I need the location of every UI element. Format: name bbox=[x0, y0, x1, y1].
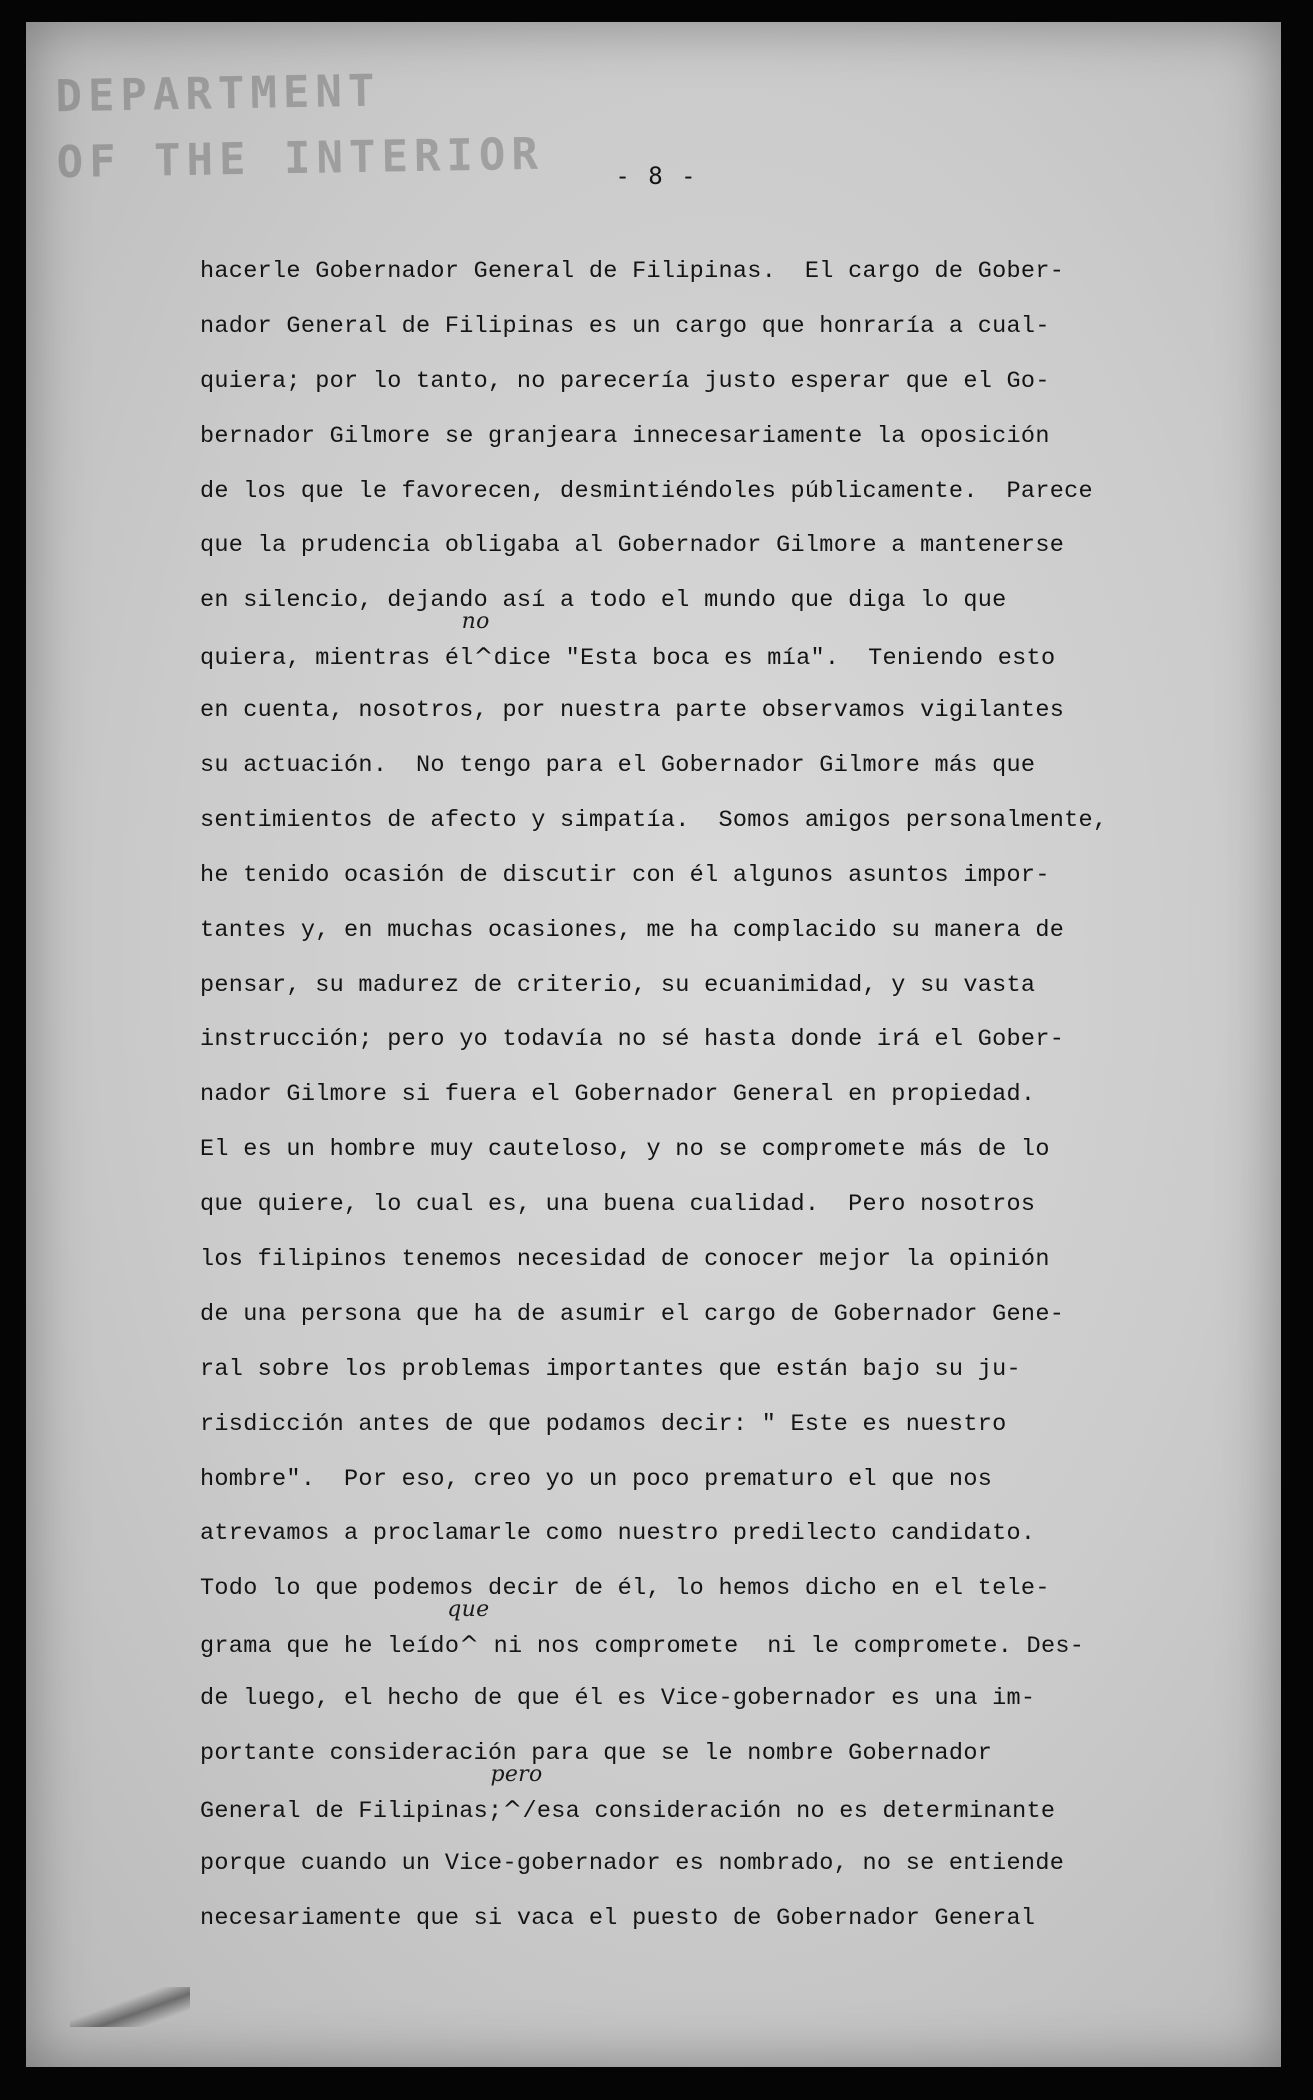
text-line: portante consideración para que se le nombre Gobernador bbox=[200, 1740, 993, 1768]
insertion-caret-icon: ^ bbox=[502, 1794, 523, 1823]
text-line: pensar, su madurez de criterio, su ecuanimidad, y su vasta bbox=[200, 971, 1036, 999]
text-line bbox=[200, 1761, 1200, 1837]
text-line: hombre". Por eso, creo yo un poco prematuro el que nos bbox=[200, 1465, 993, 1493]
text-line: sentimientos de afecto y simpatía. Somos amigos personalmente, bbox=[200, 806, 1108, 834]
paper-fold-shadow bbox=[70, 1987, 190, 2027]
text-line: porque cuando un Vice-gobernador es nombrado, no se entiende bbox=[200, 1849, 1065, 1877]
text-segment: grama que he leído bbox=[200, 1633, 460, 1661]
text-segment: ni nos compromete ni le compromete. Des- bbox=[479, 1633, 1085, 1661]
text-line: su actuación. No tengo para el Gobernador Gilmore más que bbox=[200, 752, 1036, 780]
stamp-line-2: OF THE INTERIOR bbox=[56, 128, 545, 189]
text-line: Todo lo que podemos decir de él, lo hemos dicho en el tele- bbox=[200, 1575, 1050, 1603]
text-line: he tenido ocasión de discutir con él algunos asuntos impor- bbox=[200, 861, 1050, 889]
insertion-word: que bbox=[447, 1597, 490, 1623]
insertion-caret-icon: ^ bbox=[459, 1630, 480, 1659]
text-line: en silencio, dejando así a todo el mundo que diga lo que bbox=[200, 587, 1007, 615]
text-segment: General de Filipinas; bbox=[200, 1797, 503, 1825]
text-line: nador General de Filipinas es un cargo que honraría a cual- bbox=[200, 312, 1050, 340]
text-line: necesariamente que si vaca el puesto de Gobernador General bbox=[200, 1904, 1036, 1932]
text-line: El es un hombre muy cauteloso, y no se compromete más de lo bbox=[200, 1136, 1050, 1164]
text-line: los filipinos tenemos necesidad de conocer mejor la opinión bbox=[200, 1246, 1050, 1274]
insertion-word: no bbox=[461, 609, 490, 635]
text-line: que la prudencia obligaba al Gobernador Gilmore a mantenerse bbox=[200, 532, 1065, 560]
page-number: - 8 - bbox=[615, 162, 698, 190]
handwritten-insertion bbox=[447, 1597, 490, 1675]
stamp-line-1: DEPARTMENT bbox=[55, 65, 381, 123]
text-line: nador Gilmore si fuera el Gobernador General en propiedad. bbox=[200, 1081, 1036, 1109]
text-segment: /esa consideración no es determinante bbox=[522, 1797, 1056, 1825]
text-line: hacerle Gobernador General de Filipinas. El cargo de Gober- bbox=[200, 258, 1065, 285]
text-line: de luego, el hecho de que él es Vice-gobernador es una im- bbox=[200, 1685, 1036, 1713]
insertion-caret-icon: ^ bbox=[473, 642, 494, 671]
insertion-word: pero bbox=[490, 1761, 543, 1787]
text-line: quiera; por lo tanto, no parecería justo esperar que el Go- bbox=[200, 367, 1050, 395]
text-line: que quiere, lo cual es, una buena cualidad. Pero nosotros bbox=[200, 1191, 1036, 1219]
text-line: tantes y, en muchas ocasiones, me ha complacido su manera de bbox=[200, 916, 1065, 944]
text-line: instrucción; pero yo todavía no sé hasta donde irá el Gober- bbox=[200, 1026, 1065, 1054]
text-line: bernador Gilmore se granjeara innecesariamente la oposición bbox=[200, 422, 1050, 450]
text-line: risdicción antes de que podamos decir: " Este es nuestro bbox=[200, 1410, 1007, 1438]
text-segment: quiera, mientras él bbox=[200, 645, 474, 673]
handwritten-insertion bbox=[490, 1761, 543, 1840]
handwritten-insertion bbox=[461, 609, 494, 687]
text-line bbox=[200, 609, 1200, 684]
text-line: de una persona que ha de asumir el cargo de Gobernador Gene- bbox=[200, 1300, 1065, 1328]
text-line: de los que le favorecen, desmintiéndoles públicamente. Parece bbox=[200, 477, 1093, 505]
typed-body-text bbox=[200, 245, 1200, 1947]
text-line bbox=[200, 1597, 1200, 1672]
text-line: ral sobre los problemas importantes que están bajo su ju- bbox=[200, 1355, 1021, 1383]
text-segment: dice "Esta boca es mía". Teniendo esto bbox=[493, 645, 1056, 673]
text-line: en cuenta, nosotros, por nuestra parte observamos vigilantes bbox=[200, 697, 1065, 725]
text-line: atrevamos a proclamarle como nuestro predilecto candidato. bbox=[200, 1520, 1036, 1548]
